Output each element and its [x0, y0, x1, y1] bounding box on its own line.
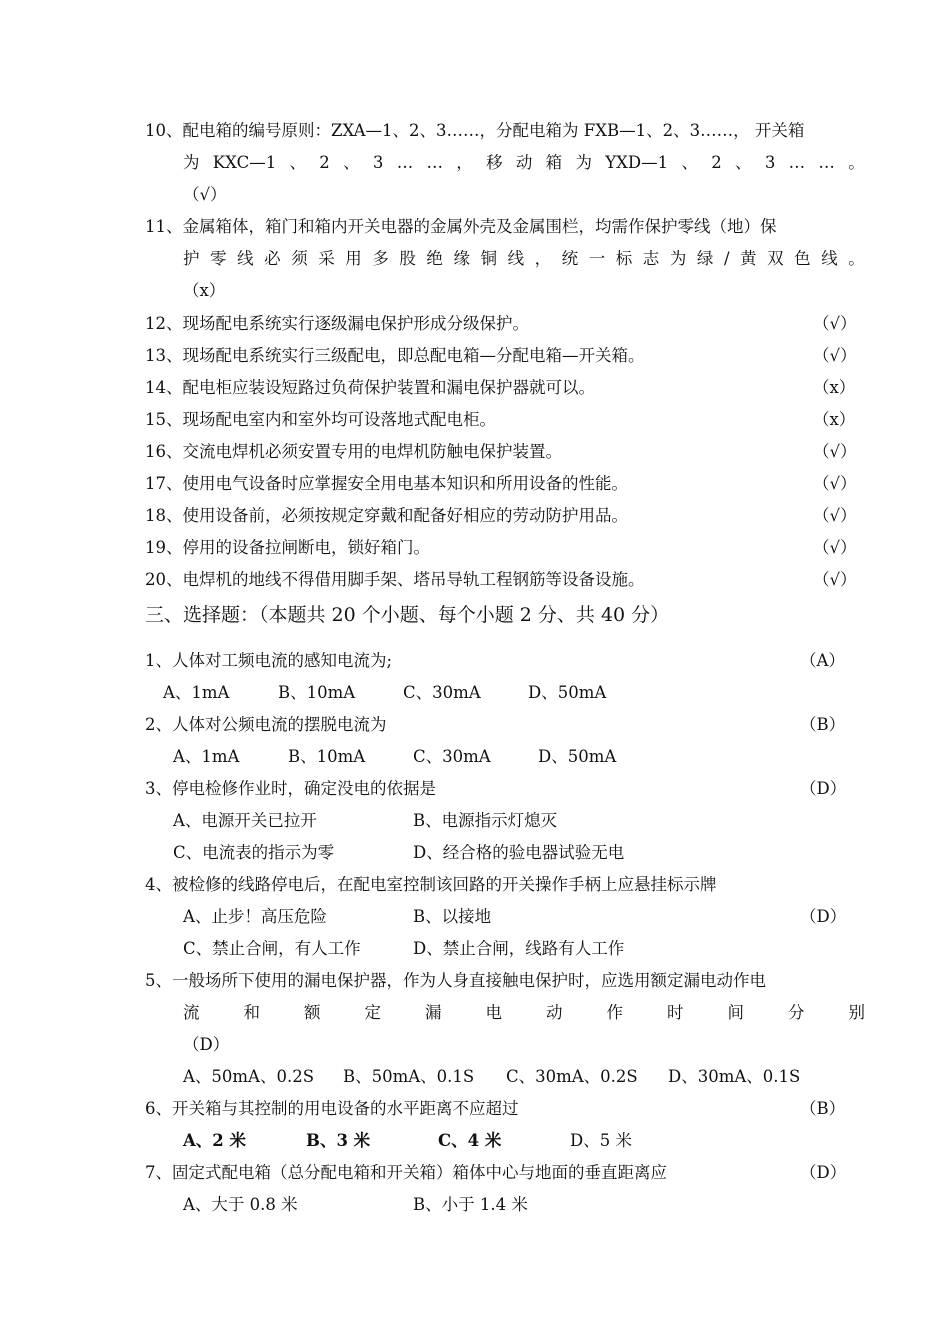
justified-token: 、	[289, 153, 306, 172]
mc-option: A、1mA	[163, 683, 230, 702]
mc-q5-line2	[183, 1002, 865, 1024]
justified-token: 间	[727, 1003, 744, 1022]
justified-token: 绝	[426, 249, 443, 268]
mc-option: D、禁止合闸，线路有人工作	[413, 939, 625, 958]
justified-token: 线	[237, 249, 254, 268]
justified-token: 线	[507, 249, 525, 268]
mc-option: D、30mA、0.1S	[668, 1067, 801, 1086]
justified-token: 分	[788, 1003, 805, 1022]
justified-token: 动	[515, 153, 533, 172]
justified-token: 。	[848, 153, 865, 172]
justified-token: 用	[345, 249, 362, 268]
justified-token: 为	[669, 249, 687, 268]
mc-q7-text: 7、固定式配电箱（总分配电箱和开关箱）箱体中心与地面的垂直距离应	[145, 1163, 667, 1182]
justified-token: 铜	[480, 249, 498, 268]
justified-token: 3	[764, 153, 776, 172]
justified-token: 志	[642, 249, 660, 268]
mc-option: B、3 米	[306, 1131, 371, 1150]
mc-q3-answer: （D）	[800, 779, 847, 798]
justified-token: /	[723, 249, 730, 268]
tf-item-answer: （√）	[813, 346, 857, 365]
mc-option: C、30mA、0.2S	[506, 1067, 638, 1086]
justified-token: 2	[319, 153, 330, 172]
tf-item-text: 16、交流电焊机必须安置专用的电焊机防触电保护装置。	[145, 442, 562, 461]
mc-q2-answer: （B）	[800, 715, 846, 734]
tf-item-text: 17、使用电气设备时应掌握安全用电基本知识和所用设备的性能。	[145, 474, 628, 493]
justified-token: …	[788, 153, 806, 172]
tf-item-text: 12、现场配电系统实行逐级漏电保护形成分级保护。	[145, 314, 529, 333]
tf-item-text: 14、配电柜应装设短路过负荷保护装置和漏电保护器就可以。	[145, 378, 595, 397]
justified-token: 须	[291, 249, 308, 268]
justified-token: 多	[372, 249, 389, 268]
mc-q7-answer: （D）	[800, 1163, 847, 1182]
mc-option: A、电源开关已拉开	[173, 811, 317, 830]
justified-token: 为	[183, 153, 200, 172]
mc-q1-answer: （A）	[800, 651, 845, 670]
mc-q5-answer: （D）	[183, 1035, 230, 1054]
tf-q11-line1: 11、金属箱体，箱门和箱内开关电器的金属外壳及金属围栏，均需作保护零线（地）保	[145, 217, 777, 236]
mc-q5-line1: 5、一般场所下使用的漏电保护器，作为人身直接触电保护时，应选用额定漏电动作电	[145, 971, 766, 990]
mc-option: A、1mA	[173, 747, 240, 766]
mc-q3-text: 3、停电检修作业时，确定没电的依据是	[145, 779, 436, 798]
mc-option: A、2 米	[183, 1131, 247, 1150]
tf-item-answer: （√）	[813, 506, 857, 525]
justified-token: 作	[606, 1003, 623, 1022]
justified-token: ，	[456, 153, 473, 172]
tf-q10-answer: （√）	[183, 185, 227, 204]
tf-item-answer: （x）	[813, 378, 856, 397]
justified-token: 、	[735, 153, 752, 172]
mc-option: B、10mA	[278, 683, 356, 702]
justified-token: 一	[588, 249, 606, 268]
mc-q2-text: 2、人体对公频电流的摆脱电流为	[145, 715, 387, 734]
mc-q4-answer: （D）	[800, 907, 847, 926]
justified-token: 缘	[453, 249, 470, 268]
mc-option: B、小于 1.4 米	[413, 1195, 528, 1214]
justified-token: 必	[264, 249, 281, 268]
justified-token: 统	[561, 249, 579, 268]
justified-token: 绿	[696, 249, 714, 268]
tf-q11-line2	[183, 248, 865, 270]
mc-option: D、5 米	[570, 1131, 632, 1150]
tf-item-answer: （√）	[813, 442, 857, 461]
mc-option: A、50mA、0.2S	[183, 1067, 315, 1086]
mc-option: A、止步！高压危险	[183, 907, 327, 926]
mc-option: D、50mA	[538, 747, 617, 766]
justified-token: 和	[243, 1003, 260, 1022]
mc-option: C、4 米	[438, 1131, 502, 1150]
tf-item-answer: （√）	[813, 474, 857, 493]
tf-item-text: 13、现场配电系统实行三级配电，即总配电箱—分配电箱—开关箱。	[145, 346, 645, 365]
mc-option: B、10mA	[288, 747, 366, 766]
tf-item-answer: （√）	[813, 314, 857, 333]
justified-token: 标	[615, 249, 633, 268]
mc-option: D、50mA	[528, 683, 607, 702]
tf-item-answer: （x）	[813, 410, 856, 429]
tf-item-text: 19、停用的设备拉闸断电，锁好箱门。	[145, 538, 430, 557]
justified-token: 。	[848, 249, 865, 268]
mc-option: C、禁止合闸，有人工作	[183, 939, 361, 958]
justified-token: 箱	[545, 153, 563, 172]
mc-option: C、30mA	[413, 747, 491, 766]
justified-token: 为	[575, 153, 592, 172]
justified-token: 别	[848, 1003, 865, 1022]
justified-token: …	[396, 153, 414, 172]
justified-token: KXC—1	[212, 153, 277, 172]
mc-q1-text: 1、人体对工频电流的感知电流为;	[145, 651, 393, 670]
tf-item-text: 15、现场配电室内和室外均可设落地式配电柜。	[145, 410, 496, 429]
tf-q11-answer: （x）	[183, 281, 226, 300]
justified-token: 动	[546, 1003, 563, 1022]
justified-token: 采	[318, 249, 335, 268]
justified-token: …	[818, 153, 835, 172]
justified-token: 线	[821, 249, 838, 268]
mc-option: D、经合格的验电器试验无电	[413, 843, 625, 862]
justified-token: 电	[485, 1003, 502, 1022]
justified-token: 、	[681, 153, 698, 172]
justified-token: 、	[343, 153, 360, 172]
justified-token: 3	[372, 153, 384, 172]
justified-token: 零	[210, 249, 227, 268]
mc-option: C、30mA	[403, 683, 481, 702]
mc-option: B、电源指示灯熄灭	[413, 811, 558, 830]
mc-option: B、以接地	[413, 907, 492, 926]
tf-item-answer: （√）	[813, 570, 857, 589]
justified-token: 移	[486, 153, 503, 172]
tf-item-text: 18、使用设备前，必须按规定穿戴和配备好相应的劳动防护用品。	[145, 506, 628, 525]
justified-token: ，	[534, 249, 552, 268]
tf-q10-line2	[183, 152, 865, 174]
justified-token: 漏	[425, 1003, 442, 1022]
tf-q10-line1: 10、配电箱的编号原则：ZXA—1、2、3……，分配电箱为 FXB—1、2、3……， 开关箱	[145, 121, 805, 140]
tf-item-answer: （√）	[813, 538, 857, 557]
mc-option: C、电流表的指示为零	[173, 843, 335, 862]
mc-q6-answer: （B）	[800, 1099, 846, 1118]
justified-token: 2	[711, 153, 722, 172]
justified-token: 时	[667, 1003, 684, 1022]
justified-token: 护	[183, 249, 200, 268]
justified-token: 额	[304, 1003, 321, 1022]
mc-option: B、50mA、0.1S	[343, 1067, 475, 1086]
justified-token: 流	[183, 1003, 200, 1022]
justified-token: 定	[364, 1003, 381, 1022]
section-heading: 三、选择题：（本题共 20 个小题、每个小题 2 分、共 40 分）	[145, 604, 670, 626]
justified-token: …	[426, 153, 443, 172]
justified-token: 色	[794, 249, 811, 268]
justified-token: 股	[399, 249, 416, 268]
mc-option: A、大于 0.8 米	[183, 1195, 298, 1214]
mc-q4-text: 4、被检修的线路停电后，在配电室控制该回路的开关操作手柄上应悬挂标示牌	[145, 875, 717, 894]
tf-item-text: 20、电焊机的地线不得借用脚手架、塔吊导轨工程钢筋等设备设施。	[145, 570, 645, 589]
justified-token: YXD—1	[605, 153, 669, 172]
justified-token: 双	[767, 249, 784, 268]
justified-token: 黄	[740, 249, 757, 268]
mc-q6-text: 6、开关箱与其控制的用电设备的水平距离不应超过	[145, 1099, 519, 1118]
